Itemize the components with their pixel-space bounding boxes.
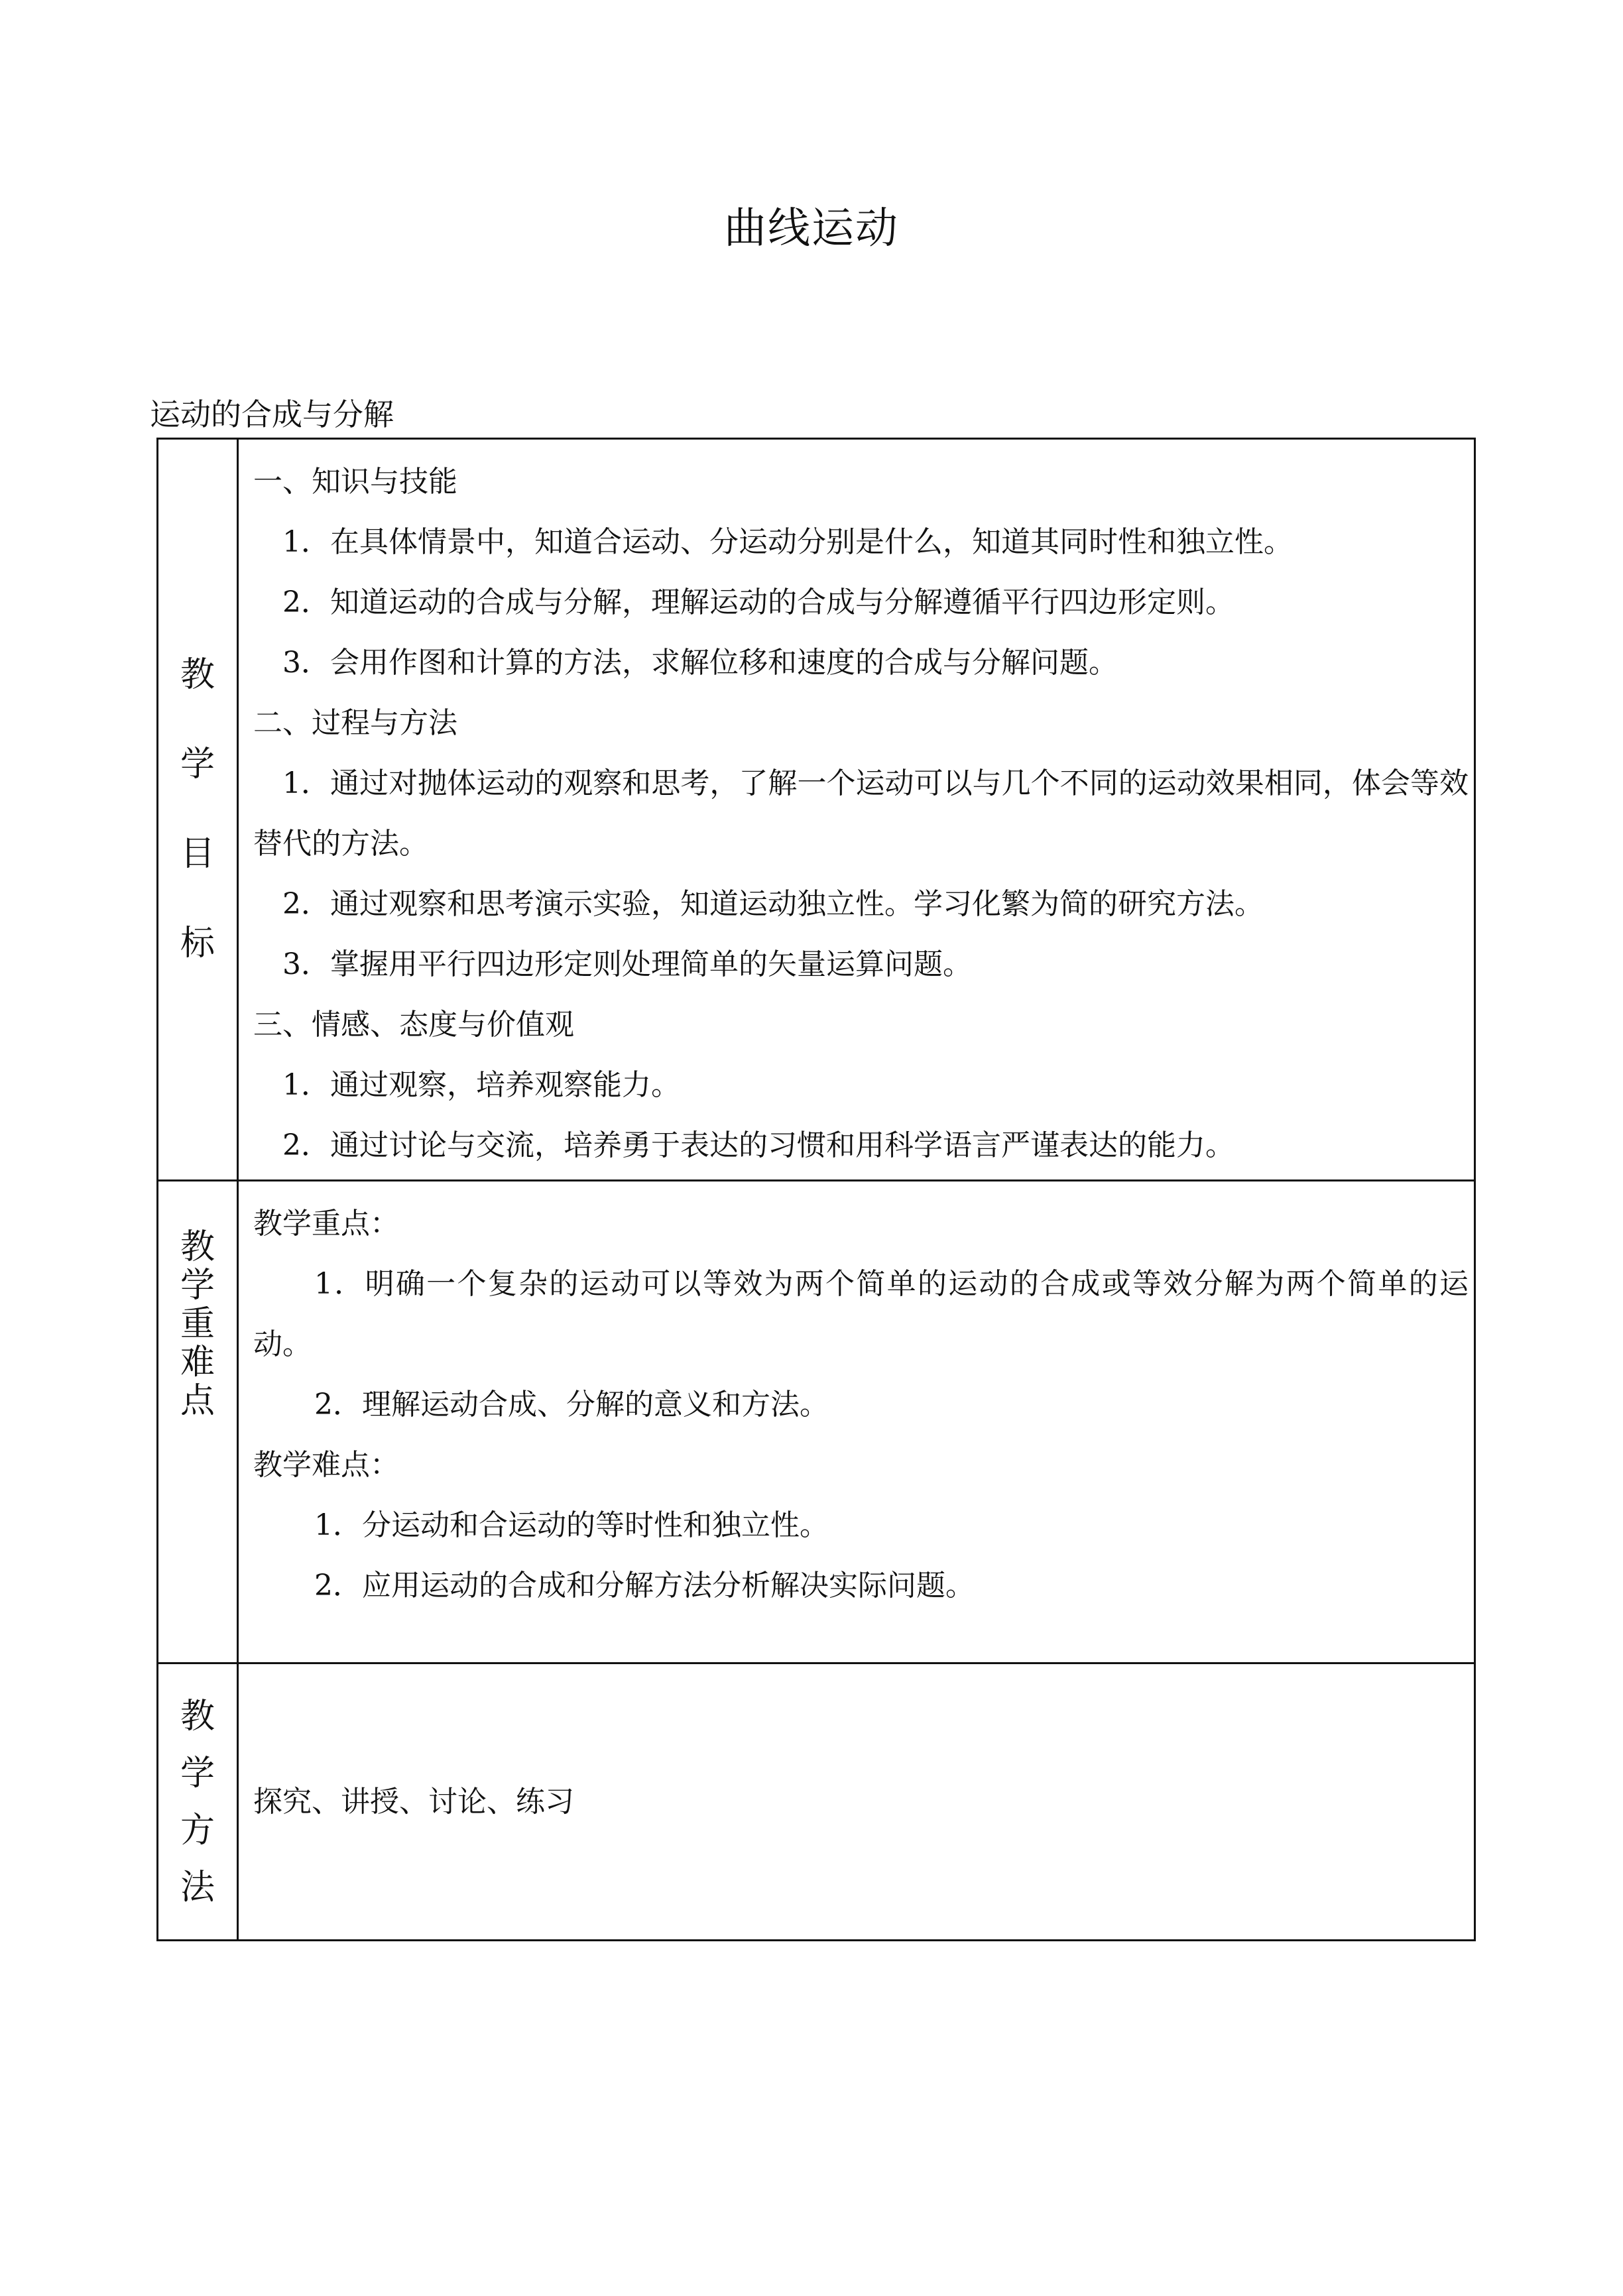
methods-label: 教 学 方 法 xyxy=(180,1696,215,1907)
methods-label-cell xyxy=(158,1663,238,1941)
objective-item: 2．通过观察和思考演示实验，知道运动独立性。学习化繁为简的研究方法。 xyxy=(282,887,1264,921)
objective-item: 2．通过讨论与交流，培养勇于表达的习惯和用科学语言严谨表达的能力。 xyxy=(282,1128,1234,1162)
key-points-label-cell xyxy=(158,1181,238,1663)
objectives-row xyxy=(158,439,1475,1181)
methods-text: 探究、讲授、讨论、练习 xyxy=(253,1785,574,1819)
section-heading: 三、情感、态度与价值观 xyxy=(253,1008,574,1042)
lesson-subtitle: 运动的合成与分解 xyxy=(150,396,394,432)
objective-item: 2．知道运动的合成与分解，理解运动的合成与分解遵循平行四边形定则。 xyxy=(282,585,1234,619)
methods-row xyxy=(158,1663,1475,1941)
objectives-label-cell xyxy=(158,439,238,1181)
objective-item: 1．在具体情景中，知道合运动、分运动分别是什么，知道其同时性和独立性。 xyxy=(282,525,1293,559)
objectives-content xyxy=(238,439,1475,1181)
objectives-label: 教 学 目 标 xyxy=(180,655,215,963)
section-heading: 二、过程与方法 xyxy=(253,706,457,740)
difficulty-item: 2．应用运动的合成和分解方法分析解决实际问题。 xyxy=(314,1569,975,1602)
methods-content xyxy=(238,1663,1475,1941)
key-point-item: 2．理解运动合成、分解的意义和方法。 xyxy=(314,1388,829,1421)
key-points-row xyxy=(158,1181,1475,1663)
section-heading: 一、知识与技能 xyxy=(253,465,457,499)
lesson-plan-table xyxy=(156,438,1476,1941)
objective-item: 3．会用作图和计算的方法，求解位移和速度的合成与分解问题。 xyxy=(282,646,1118,680)
objective-item: 3．掌握用平行四边形定则处理简单的矢量运算问题。 xyxy=(282,947,972,981)
key-points-label: 教 学 重 难 点 xyxy=(180,1227,215,1421)
difficulty-item: 1．分运动和合运动的等时性和独立性。 xyxy=(314,1508,829,1542)
page-title: 曲线运动 xyxy=(724,204,899,253)
objective-item: 1．通过观察，培养观察能力。 xyxy=(282,1068,680,1102)
key-point-item: 1．明确一个复杂的运动可以等效为两个简单的运动的合成或等效分解为两个简单的运动。 xyxy=(253,1267,1469,1361)
key-points-content xyxy=(238,1181,1475,1663)
section-heading: 教学难点： xyxy=(253,1448,399,1482)
section-heading: 教学重点： xyxy=(253,1207,399,1240)
objective-item: 1．通过对抛体运动的观察和思考，了解一个运动可以与几个不同的运动效果相同，体会等效替代的方法。 xyxy=(253,766,1469,861)
